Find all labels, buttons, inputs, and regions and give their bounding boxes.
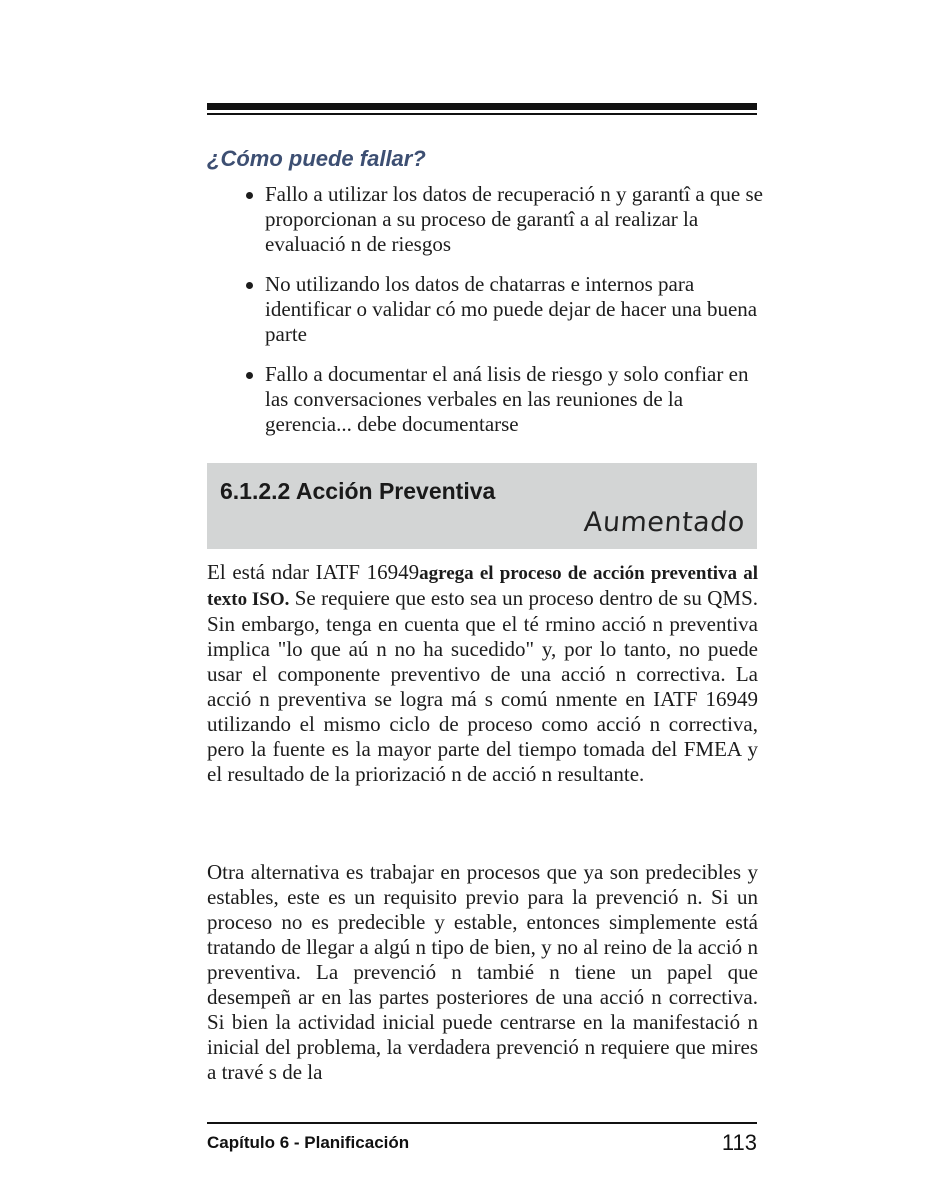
- section-title: 6.1.2.2 Acción Preventiva: [220, 478, 496, 504]
- body-paragraph-1: [207, 560, 758, 787]
- paragraph-rest: Se requiere que esto sea un proceso dentro de su QMS. Sin embargo, tenga en cuenta que el té rmino acció n preventiva implica "lo que aú n no ha sucedido" y, por lo tanto, no puede usar el componente preventivo de una acció n correctiva. La acció n preventiva se logra má s comú nmente en IATF 16949 utilizando el mismo ciclo de proceso como acció n correctiva, pero la fuente es la mayor parte del tiempo tomada del FMEA y el resultado de la priorizació n de acció n resultante.: [207, 586, 759, 786]
- bullet-dot-icon: [246, 282, 253, 289]
- footer-rule: [207, 1122, 757, 1124]
- bullet-dot-icon: [246, 372, 253, 379]
- bullet-item: [244, 362, 764, 437]
- bullet-item: [244, 182, 764, 257]
- bullet-dot-icon: [246, 192, 253, 199]
- header-rule-thick: [207, 103, 757, 110]
- failure-bullet-list: [244, 182, 764, 452]
- section-header-box: [207, 463, 757, 549]
- bullet-item: [244, 272, 764, 347]
- bullet-text: Fallo a documentar el aná lisis de riesgo y solo confiar en las conversaciones verbales en las reuniones de la gerencia... debe documentarse: [265, 362, 749, 436]
- header-rule-thin: [207, 113, 757, 115]
- bullet-text: Fallo a utilizar los datos de recuperació n y garantî a que se proporcionan a su proceso de garantî a al realizar la evaluació n de riesgos: [265, 182, 763, 256]
- paragraph-bold-phrase: agrega el proceso de acción preventiva al texto ISO.: [207, 563, 758, 610]
- footer-chapter: Capítulo 6 - Planificación: [207, 1133, 410, 1152]
- footer-page-number: 113: [721, 1130, 757, 1155]
- section-handwritten-note: Aumentado: [583, 507, 747, 538]
- bullet-text: No utilizando los datos de chatarras e internos para identificar o validar có mo puede dejar de hacer una buena parte: [265, 272, 758, 346]
- body-paragraph-2: Otra alternativa es trabajar en procesos que ya son predecibles y estables, este es un requisito previo para la prevenció n. Si un proceso no es predecible y estable, entonces simplemente está tratando de llegar a algú n tipo de bien, y no al reino de la acció n preventiva. La prevenció n tambié n tiene un papel que desempeñ ar en las partes posteriores de una acció n correctiva. Si bien la actividad inicial puede centrarse en la manifestació n inicial del problema, la verdadera prevenció n requiere que mires a travé s de la: [207, 860, 758, 1084]
- question-heading: ¿Cómo puede fallar?: [207, 146, 426, 171]
- paragraph-intro: El está ndar IATF 16949: [207, 560, 420, 584]
- header-rule: [207, 103, 757, 115]
